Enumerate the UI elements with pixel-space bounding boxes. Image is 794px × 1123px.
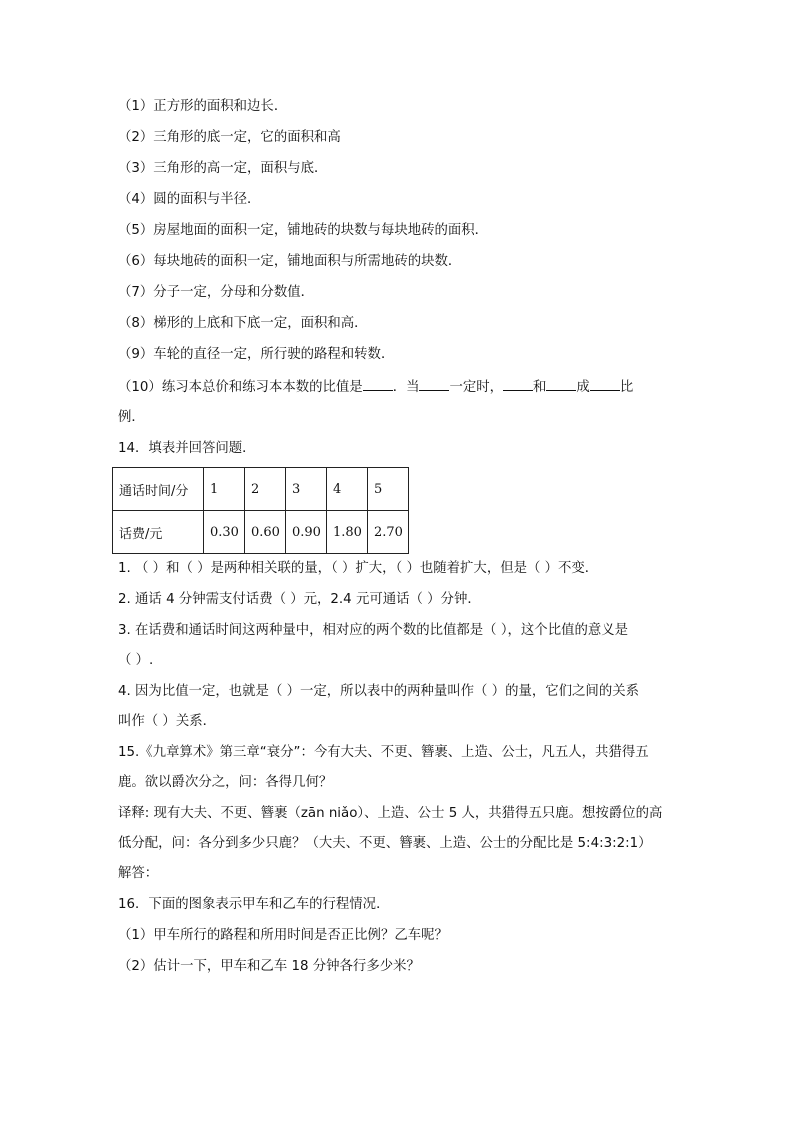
- q13-item-9: （9）车轮的直径一定，所行驶的路程和转数．: [118, 347, 395, 362]
- answer-blank-2[interactable]: [419, 377, 449, 391]
- q14-question-4: 4. 因为比值一定，也就是（ ）一定，所以表中的两种量叫作（ ）的量，它们之间的关系: [118, 684, 639, 699]
- table-cell: 1.80: [327, 511, 368, 554]
- q13-item-10-part6: 比: [619, 380, 634, 395]
- table-cell: 0.30: [204, 511, 245, 554]
- q15-line-1: 15.《九章算术》第三章“衰分”：今有大夫、不更、簪裹、上造、公士，凡五人，共猎得五: [118, 745, 649, 760]
- answer-blank-5[interactable]: [590, 377, 620, 391]
- table-cell: 1: [204, 468, 245, 511]
- answer-blank-4[interactable]: [546, 377, 576, 391]
- q14-question-1: 1. （ ）和（ ）是两种相关联的量，（ ）扩大，（ ）也随着扩大，但是（ ）不变．: [118, 561, 599, 576]
- question-15: [118, 744, 688, 883]
- q13-item-4: （4）圆的面积与半径．: [118, 192, 261, 207]
- q14-question-3-continued: （ ）.: [118, 653, 154, 668]
- table-row: [113, 468, 409, 511]
- table-cell: 2: [245, 468, 286, 511]
- q15-line-2: 鹿。欲以爵次分之，问：各得几何？: [118, 775, 333, 790]
- q15-answer-label: 解答：: [118, 866, 159, 881]
- q13-item-10: [118, 377, 688, 397]
- question-13-items: [118, 98, 688, 427]
- q13-item-10-continued: 例．: [118, 410, 145, 425]
- worksheet-page: [118, 98, 688, 976]
- q13-item-3: （3）三角形的高一定，面积与底．: [118, 161, 328, 176]
- table-cell: 5: [368, 468, 409, 511]
- q13-item-10-part1: （10）练习本总价和练习本本数的比值是: [118, 380, 363, 395]
- table-cell: 0.90: [286, 511, 327, 554]
- q13-item-10-part4: 和: [533, 380, 547, 395]
- q14-question-3: 3. 在话费和通话时间这两种量中，相对应的两个数的比值都是（ ），这个比值的意义是: [118, 623, 629, 638]
- question-16: [118, 896, 688, 976]
- q13-item-10-part5: 成: [576, 380, 590, 395]
- table-row: [113, 511, 409, 554]
- q13-item-6: （6）每块地砖的面积一定，铺地面积与所需地砖的块数．: [118, 254, 462, 269]
- table-cell: 2.70: [368, 511, 409, 554]
- q14-question-4-continued: 叫作（ ）关系．: [118, 714, 216, 729]
- q13-item-7: （7）分子一定，分母和分数值．: [118, 285, 314, 300]
- call-fee-table: [112, 467, 409, 554]
- q13-item-10-part2: ．当: [392, 380, 420, 395]
- table-cell: 4: [327, 468, 368, 511]
- q13-item-8: （8）梯形的上底和下底一定，面积和高．: [118, 316, 368, 331]
- table-row-header: 通话时间/分: [113, 468, 204, 511]
- answer-blank-3[interactable]: [503, 377, 533, 391]
- table-cell: 3: [286, 468, 327, 511]
- q15-translation-line-1: 译释: 现有大夫、不更、簪裹（zān niǎo）、上造、公士 5 人，共猎得五只鹿。想按爵位的高: [118, 806, 663, 821]
- table-row-header: 话费/元: [113, 511, 204, 554]
- table-cell: 0.60: [245, 511, 286, 554]
- question-14: [118, 440, 688, 731]
- q13-item-10-part3: 一定时，: [449, 380, 504, 395]
- q13-item-1: （1）正方形的面积和边长．: [118, 99, 288, 114]
- q15-translation-line-2: 低分配，问：各分到多少只鹿？（大夫、不更、簪裹、上造、公士的分配比是 5:4:3:2:1）: [118, 836, 652, 851]
- q14-question-2: 2. 通话 4 分钟需支付话费（ ）元，2.4 元可通话（ ）分钟．: [118, 592, 481, 607]
- q16-title: 16．下面的图象表示甲车和乙车的行程情况．: [118, 897, 390, 912]
- q16-item-1: （1）甲车所行的路程和所用时间是否正比例？乙车呢？: [118, 928, 448, 943]
- q13-item-2: （2）三角形的底一定，它的面积和高: [118, 130, 341, 145]
- answer-blank-1[interactable]: [363, 377, 393, 391]
- q16-item-2: （2）估计一下，甲车和乙车 18 分钟各行多少米？: [118, 959, 420, 974]
- q13-item-5: （5）房屋地面的面积一定，铺地砖的块数与每块地砖的面积．: [118, 223, 489, 238]
- q14-title: 14．填表并回答问题．: [118, 441, 256, 456]
